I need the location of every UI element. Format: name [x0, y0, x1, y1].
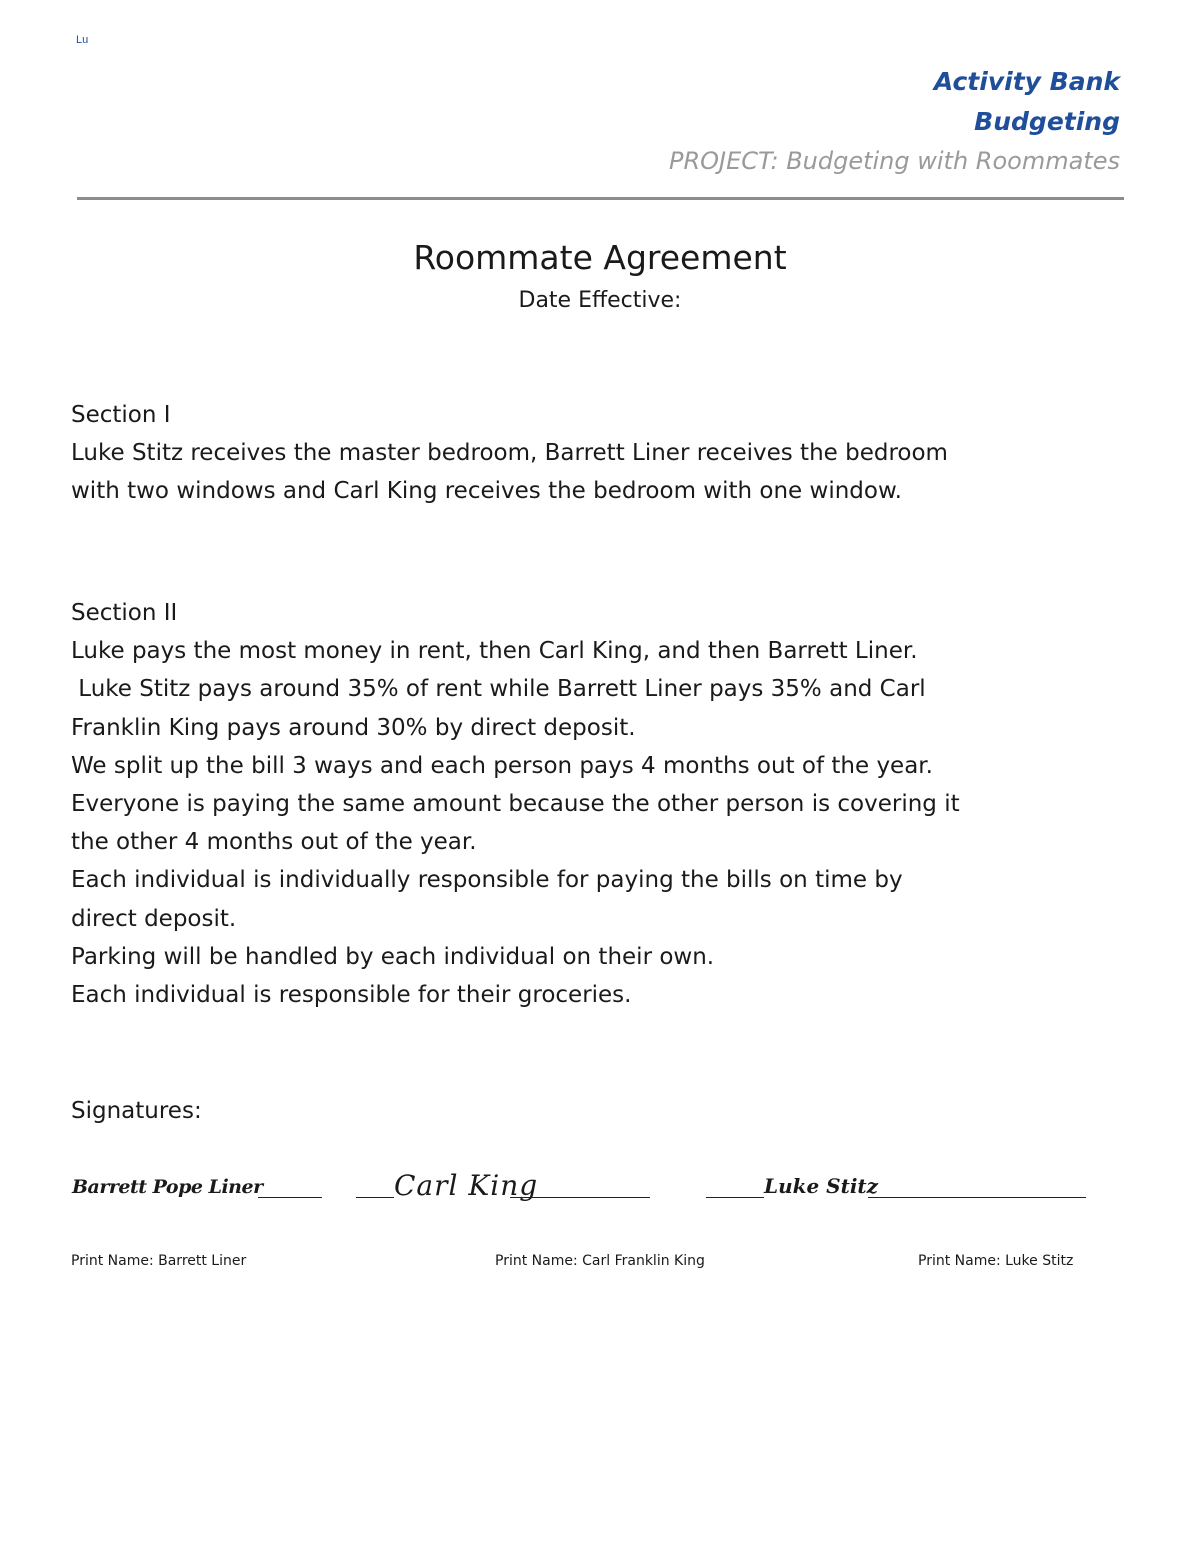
section-2	[71, 594, 1131, 1014]
section-2-line: Each individual is individually responsible for paying the bills on time by	[71, 867, 903, 894]
section-2-line: direct deposit.	[71, 905, 237, 932]
signature-barrett-text: Barrett Pope Liner	[72, 1176, 263, 1198]
section-2-line: Luke pays the most money in rent, then Carl King, and then Barrett Liner.	[71, 638, 918, 665]
section-1-line: with two windows and Carl King receives the bedroom with one window.	[71, 478, 902, 505]
signature-line	[258, 1197, 322, 1198]
header-activity-bank: Activity Bank	[933, 67, 1120, 96]
date-effective: Date Effective:	[518, 288, 682, 313]
signature-line	[706, 1197, 764, 1198]
signature-barrett	[72, 1160, 322, 1204]
signature-luke-text: Luke Stitz	[764, 1174, 879, 1198]
header-topic: Budgeting	[974, 107, 1120, 136]
print-name-barrett: Print Name: Barrett Liner	[71, 1253, 247, 1269]
section-2-line: the other 4 months out of the year.	[71, 829, 477, 856]
section-2-line: Everyone is paying the same amount because the other person is covering it	[71, 791, 960, 818]
signature-line	[356, 1197, 394, 1198]
section-2-line: Parking will be handled by each individual on their own.	[71, 943, 715, 970]
corner-mark: Lu	[76, 34, 89, 46]
signature-carl	[356, 1160, 650, 1204]
section-1	[71, 396, 1131, 511]
print-name-luke: Print Name: Luke Stitz	[918, 1253, 1074, 1269]
signatures-heading: Signatures:	[71, 1098, 202, 1124]
print-name-carl: Print Name: Carl Franklin King	[495, 1253, 705, 1269]
section-2-line: Franklin King pays around 30% by direct deposit.	[71, 714, 636, 741]
section-2-line: We split up the bill 3 ways and each person pays 4 months out of the year.	[71, 752, 933, 779]
section-2-line: Each individual is responsible for their groceries.	[71, 982, 632, 1009]
header-project: PROJECT: Budgeting with Roommates	[668, 147, 1120, 175]
signature-luke	[706, 1160, 1086, 1204]
signature-carl-text: Carl King	[394, 1169, 539, 1202]
section-2-line: Luke Stitz pays around 35% of rent while Barrett Liner pays 35% and Carl	[71, 676, 926, 703]
section-1-line: Luke Stitz receives the master bedroom, Barrett Liner receives the bedroom	[71, 440, 948, 467]
document-header	[669, 62, 1120, 180]
header-divider	[77, 197, 1124, 200]
section-1-heading: Section I	[71, 402, 171, 428]
section-2-heading: Section II	[71, 600, 178, 626]
signature-line	[868, 1197, 1086, 1198]
document-title: Roommate Agreement	[413, 238, 787, 277]
